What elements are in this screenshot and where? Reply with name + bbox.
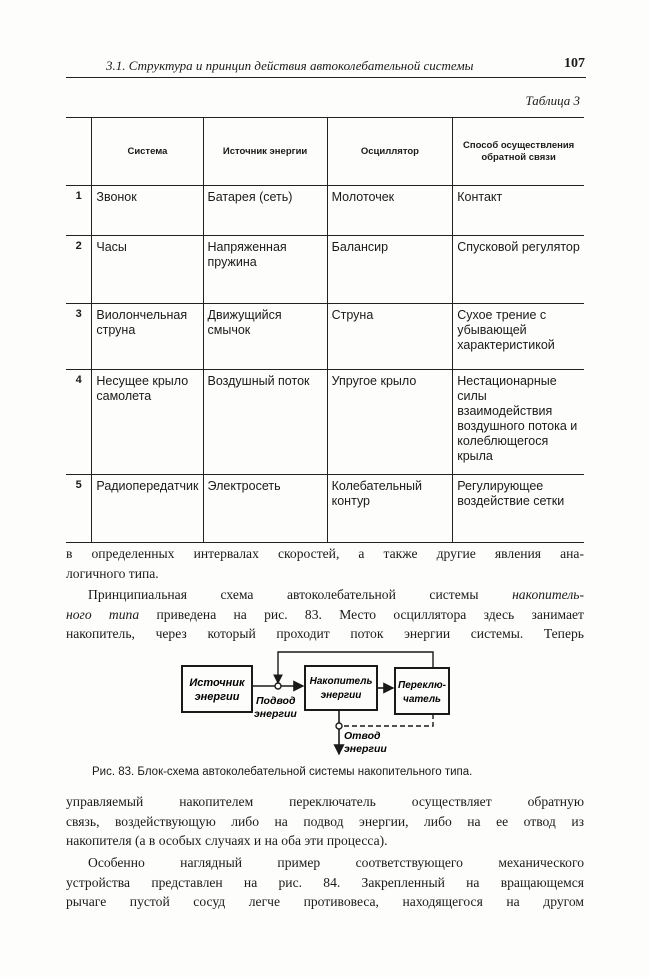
cell-oscillator: Колебательный контур: [327, 475, 453, 543]
cell-system: Радиопередатчик: [92, 475, 203, 543]
column-header-number: [66, 118, 92, 186]
cell-source: Движущийся смычок: [203, 304, 327, 370]
text-line: рычаге пустой сосуд легче противовеса, находящегося на другом: [66, 894, 584, 909]
column-header-feedback: Способ осуществления обратной связи: [453, 118, 584, 186]
text-line: Особенно наглядный пример соответствующего механического: [88, 855, 584, 870]
text-line: [66, 585, 584, 605]
data-table: [66, 117, 584, 543]
cell-source: Батарея (сеть): [203, 186, 327, 236]
energy-out-label: энергии: [344, 743, 387, 755]
paragraph-example: [66, 853, 584, 912]
table-row: [66, 475, 584, 543]
cell-source: Электросеть: [203, 475, 327, 543]
cell-system: Несущее крыло самолета: [92, 370, 203, 475]
text-line: накопителя (а в особых случаях и на оба эти процесса).: [66, 833, 388, 848]
cell-oscillator: Молоточек: [327, 186, 453, 236]
page-number: 107: [564, 56, 585, 71]
store-box-label: энергии: [320, 690, 362, 701]
table-row: [66, 186, 584, 236]
energy-in-label: Подвод: [256, 695, 296, 707]
block-diagram: [170, 646, 450, 758]
text-fragment: приведена на рис. 83. Место осциллятора здесь занимает: [156, 606, 584, 622]
emphasis-term: ного типа: [66, 606, 140, 622]
table-header-row: [66, 118, 584, 186]
header-rule: [66, 77, 586, 78]
column-header-system: Система: [92, 118, 203, 186]
cell-feedback: Спусковой регулятор: [453, 236, 584, 304]
switch-box-label: чатель: [403, 694, 441, 705]
energy-in-label: энергии: [254, 708, 297, 720]
row-number: 5: [66, 475, 92, 543]
cell-feedback: Сухое трение с убывающей характеристикой: [453, 304, 584, 370]
text-fragment: Принципиальная схема автоколебательной системы: [88, 587, 479, 602]
column-header-oscillator: Осциллятор: [327, 118, 453, 186]
text-line: связь, воздействующую либо на подвод энергии, либо на ее отвод из: [66, 813, 584, 829]
cell-source: Напряженная пружина: [203, 236, 327, 304]
paragraph-continuation: [66, 544, 584, 583]
table-row: [66, 236, 584, 304]
table-row: [66, 370, 584, 475]
emphasis-term: накопитель-: [512, 587, 584, 602]
switch-box: [395, 668, 449, 714]
text-line: устройства представлен на рис. 84. Закрепленный на вращающемся: [66, 874, 584, 890]
row-number: 1: [66, 186, 92, 236]
source-box-label: энергии: [194, 691, 240, 703]
cell-oscillator: Упругое крыло: [327, 370, 453, 475]
text-line: управляемый накопителем переключатель осуществляет обратную: [66, 794, 584, 809]
store-box-label: Накопитель: [309, 676, 373, 687]
running-title: 3.1. Структура и принцип действия автоколебательной системы: [106, 58, 474, 73]
feedback-dashed-line: [343, 714, 433, 726]
text-line: накопитель, через который проходит поток энергии системы. Теперь: [66, 626, 584, 641]
running-head: [70, 56, 585, 76]
cell-system: Виолончельная струна: [92, 304, 203, 370]
text-line: в определенных интервалах скоростей, а также другие явления ана-: [66, 546, 584, 561]
switch-box-label: Переклю-: [398, 680, 446, 691]
source-box: [182, 666, 252, 712]
paragraph-switch: [66, 792, 584, 851]
cell-oscillator: Струна: [327, 304, 453, 370]
table-caption: Таблица 3: [525, 93, 580, 108]
cell-source: Воздушный поток: [203, 370, 327, 475]
cell-system: Звонок: [92, 186, 203, 236]
text-line: [66, 605, 584, 625]
energy-out-label: Отвод: [344, 730, 381, 742]
control-node: [275, 683, 281, 689]
cell-feedback: Регулирующее воздействие сетки: [453, 475, 584, 543]
row-number: 3: [66, 304, 92, 370]
text-line: логичного типа.: [66, 565, 159, 581]
control-node: [336, 723, 342, 729]
cell-oscillator: Балансир: [327, 236, 453, 304]
row-number: 4: [66, 370, 92, 475]
paragraph-scheme: [66, 585, 584, 644]
column-header-source: Источник энергии: [203, 118, 327, 186]
row-number: 2: [66, 236, 92, 304]
cell-system: Часы: [92, 236, 203, 304]
table-row: [66, 304, 584, 370]
store-box: [305, 666, 377, 710]
source-box-label: Источник: [189, 677, 245, 689]
cell-feedback: Контакт: [453, 186, 584, 236]
cell-feedback: Нестационарные силы взаимодействия воздушного потока и колеблющегося крыла: [453, 370, 584, 475]
figure-caption: Рис. 83. Блок-схема автоколебательной системы накопительного типа.: [92, 766, 473, 778]
